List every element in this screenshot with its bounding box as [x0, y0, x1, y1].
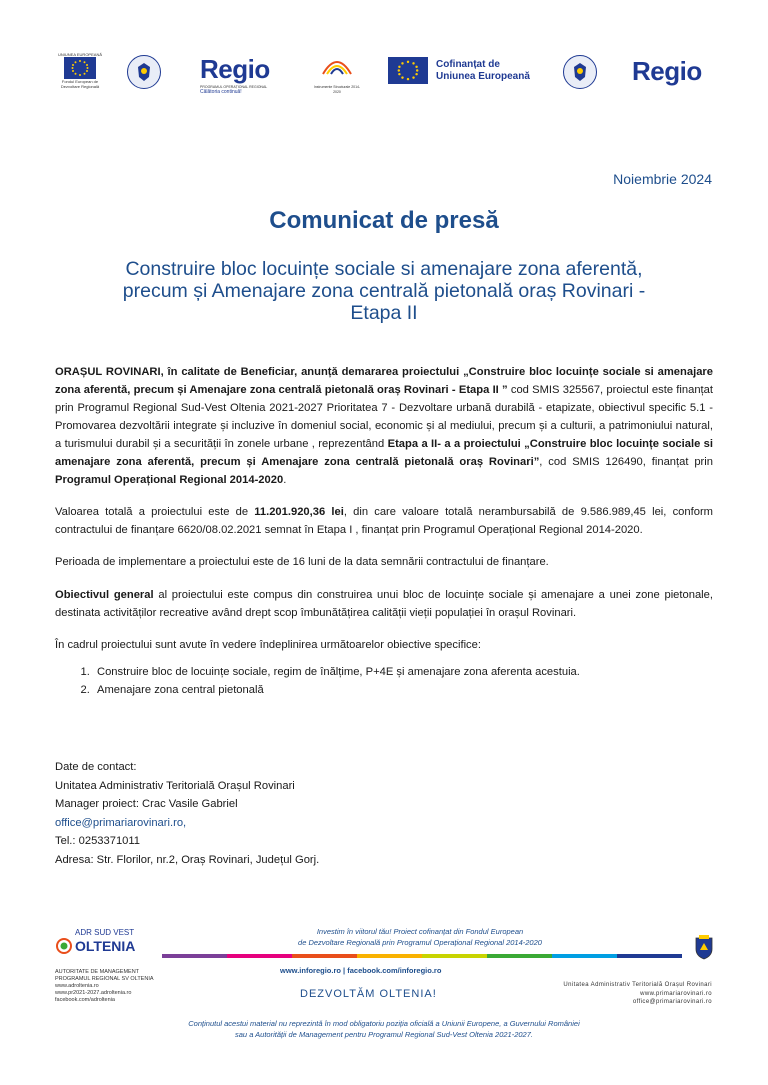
- eu-flag-icon: [64, 57, 96, 79]
- regio-caption-2: Călătoria continuă!: [200, 89, 242, 95]
- adr-details: [55, 969, 154, 1004]
- romania-crest-icon-2: [563, 55, 597, 89]
- uat-line: office@primariarovinari.ro: [632, 999, 712, 1005]
- adr-line: www.adroltenia.ro: [55, 983, 99, 989]
- eu-logo-top-text: UNIUNEA EUROPEANĂ: [57, 52, 102, 57]
- objective-label: Obiectivul general: [55, 589, 154, 601]
- contact-email-link[interactable]: office@primariarovinari.ro,: [55, 816, 187, 829]
- instrumente-structurale-logo: [312, 52, 362, 95]
- regio-logo-1: [200, 54, 280, 95]
- investment-statement: [160, 926, 680, 948]
- uat-details: [492, 981, 712, 1007]
- intro-smis: , cod SMIS 126490, finanțat prin: [539, 456, 713, 468]
- inforegio-links[interactable]: www.inforegio.ro | facebook.com/inforegio.ro: [280, 966, 442, 975]
- adr-top: ADR SUD VEST: [75, 928, 135, 937]
- release-date: Noiembrie 2024: [613, 171, 712, 187]
- paragraph-intro: [55, 363, 713, 489]
- invest-line-2: de Dezvoltare Regională prin Programul Operațional Regional 2014-2020: [298, 938, 542, 947]
- subtitle-line-3: Etapa II: [350, 302, 418, 324]
- value-details: , din care valoare totală nerambursabilă de 9.586.989,45 lei, conform contractului de finanțare 6620/08.02.2021 semnat în Etapa I , finanțat prin Programul Operațional Regional 2014-2020.: [55, 506, 713, 536]
- subtitle-line-1: Construire bloc locuințe sociale si amenajare zona aferentă,: [125, 258, 643, 280]
- subtitle-line-2: precum și Amenajare zona centrală pietonală oraș Rovinari -: [122, 280, 646, 302]
- contact-heading: Date de contact:: [55, 761, 137, 773]
- disclaimer-line-1: Conținutul acestui material nu reprezintă în mod obligatoriu poziția oficială a Uniunii Europene, a Guvernului României: [188, 1019, 580, 1028]
- disclaimer: [100, 1018, 668, 1040]
- cofinantat-line-1: Cofinanțat de: [436, 58, 500, 70]
- footer-slogan: DEZVOLTĂM OLTENIA!: [300, 988, 437, 1000]
- contact-unit: Unitatea Administrativ Teritorială Orașul Rovinari: [55, 779, 295, 792]
- adr-circle-icon: [55, 937, 73, 955]
- list-item: 2. Amenajare zona central pietonală: [93, 681, 751, 699]
- regio-wordmark-2: Regio: [632, 56, 702, 86]
- regio-logo-2: [632, 56, 702, 87]
- romania-crest-icon: [127, 55, 161, 89]
- adr-line: PROGRAMUL REGIONAL SV OLTENIA: [55, 976, 154, 982]
- page-title: Comunicat de presă: [269, 207, 499, 234]
- intro-beneficiary: ORAȘUL ROVINARI, în calitate de Beneficiar, anunță demararea proiectului „Construire bloc locuințe sociale si amenajare zona aferentă, precum și Amenajare zona centrală pietonală oraș Rovinari - Etapa II ”: [55, 366, 713, 396]
- intro-program: Programul Operațional Regional 2014-2020: [55, 474, 284, 486]
- adr-oltenia-logo: [55, 928, 155, 955]
- adr-line: facebook.com/adroltenia: [55, 997, 115, 1003]
- adr-name: OLTENIA: [75, 938, 136, 954]
- objective-text: al proiectului este compus din construirea unui bloc de locuințe sociale și amenajare a unei zone pietonale, destinata activităților recreative având drept scop îmbunătățirea calității vieții populației în orașul Rovinari.: [55, 589, 713, 619]
- contact-manager: Manager proiect: Crac Vasile Gabriel: [55, 798, 238, 810]
- adr-line: AUTORITATE DE MANAGEMENT: [55, 969, 140, 975]
- uat-line: Unitatea Administrativ Teritorială Orașul Rovinari: [563, 982, 712, 988]
- eu-flag-icon: [388, 57, 428, 84]
- instrumente-structurale-icon: [319, 52, 355, 80]
- adr-line: www.pr2021-2027.adroltenia.ro: [55, 990, 132, 996]
- color-stripe: [162, 954, 682, 958]
- contact-phone: Tel.: 0253371011: [55, 835, 141, 847]
- contact-block: [55, 758, 319, 869]
- rovinari-crest-icon: [693, 934, 715, 965]
- eu-logo-caption: Fondul European de Dezvoltare Regională: [60, 79, 100, 89]
- contact-address: Adresa: Str. Florilor, nr.2, Oraș Rovinari, Județul Gorj.: [55, 853, 320, 866]
- cofinantat-line-2: Uniunea Europeană: [436, 70, 530, 82]
- paragraph-period: Perioada de implementare a proiectului este de 16 luni de la data semnării contractului de finanțare.: [55, 556, 549, 568]
- value-label: Valoarea totală a proiectului este de: [55, 506, 255, 518]
- regio-wordmark: Regio: [200, 54, 270, 84]
- paragraph-value: [55, 503, 713, 539]
- instrumente-structurale-caption: Instrumente Structurale 2014-2020: [313, 85, 361, 94]
- intro-details: cod SMIS 325567, proiectul este finanțat prin Programul Regional Sud-Vest Oltenia 2021-2027 Prioritatea 7 - Dezvoltare urbană durabilă - etapizate, obiectivul specific 5.1 - Promovarea dezvoltării integrate și incluzive în domeniul social, economic și al mediului, precum și a culturii, a patrimoniului natural, a turismului durabil și a securității în zonele urbane , reprezentând: [55, 384, 713, 450]
- project-subtitle: [40, 258, 728, 324]
- paragraph-objective: [55, 586, 713, 622]
- cofinantat-ue-logo: [388, 57, 530, 84]
- list-item: 1. Construire bloc de locuințe sociale, regim de înălțime, P+4E și amenajare zona aferenta acestuia.: [93, 663, 751, 681]
- disclaimer-line-2: sau a Autorității de Management pentru Programul Regional Sud-Vest Oltenia 2021-2027.: [235, 1030, 533, 1039]
- value-amount: 11.201.920,36 lei: [254, 506, 344, 518]
- paragraph-specific-objectives: În cadrul proiectului sunt avute în vedere îndeplinirea următoarelor obiective specifice:: [55, 639, 481, 651]
- intro-stage: Etapa a II- a a proiectului „Construire bloc locuințe sociale si amenajare zona aferentă, precum și Amenajare zona centrală pietonală oraș Rovinari”: [55, 438, 713, 468]
- eu-logo-erdf: [55, 52, 105, 89]
- uat-line: www.primariarovinari.ro: [640, 990, 712, 997]
- invest-line-1: Investim în viitorul tău! Proiect cofinanțat din Fondul European: [316, 927, 524, 936]
- intro-end: .: [283, 474, 287, 486]
- objectives-list: [55, 663, 751, 699]
- regio-caption-1: PROGRAMUL OPERAȚIONAL REGIONAL: [200, 85, 268, 89]
